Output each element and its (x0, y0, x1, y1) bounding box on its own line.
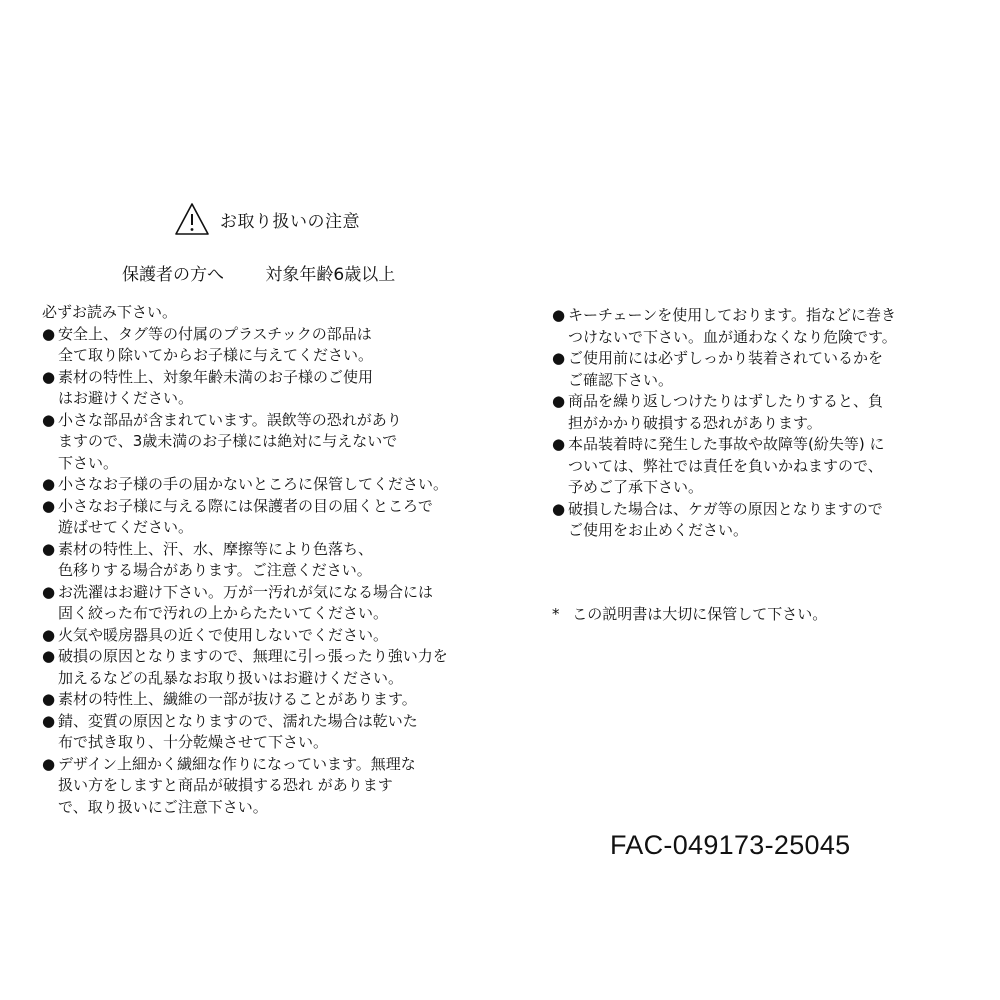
caution-text: はお避けください。 (58, 389, 194, 407)
caution-item (42, 474, 448, 496)
caution-item (42, 582, 448, 625)
caution-line (42, 539, 448, 561)
caution-text: 全て取り除いてからお子様に与えてください。 (58, 346, 374, 364)
caution-line (552, 327, 897, 349)
intro-text: 必ずお読み下さい。 (42, 303, 178, 321)
bullet-mark: ● (42, 711, 56, 730)
caution-text: ますので、3歳未満のお子様には絶対に与えないで (58, 432, 398, 450)
caution-line (42, 603, 448, 625)
caution-line (552, 348, 897, 370)
bullet-mark: ● (42, 647, 56, 665)
caution-line (552, 499, 897, 521)
caution-item (42, 410, 448, 475)
left-column (42, 302, 448, 818)
caution-line (42, 732, 448, 754)
caution-line (42, 668, 448, 690)
bullet-mark: ● (42, 410, 56, 429)
caution-item (42, 496, 448, 539)
bullet-mark: ● (552, 306, 566, 324)
audience-label: 保護者の方へ (122, 265, 224, 285)
title-row (174, 202, 360, 236)
caution-text: お洗濯はお避け下さい。万が一汚れが気になる場合には (58, 582, 434, 601)
right-column (552, 305, 897, 542)
caution-line (42, 367, 448, 389)
caution-text: 破損の原因となりますので、無理に引っ張ったり強い力を (58, 647, 448, 665)
caution-text: 安全上、タグ等の付属のプラスチックの部品は (58, 324, 372, 343)
caution-text: 布で拭き取り、十分乾燥させて下さい。 (58, 733, 329, 751)
caution-line (552, 434, 897, 456)
caution-item (552, 348, 897, 391)
caution-line (42, 560, 448, 582)
caution-text: 商品を繰り返しつけたりはずしたりすると、負 (568, 392, 884, 410)
caution-item (42, 367, 448, 410)
bullet-mark: ● (42, 475, 56, 493)
caution-text: キーチェーンを使用しております。指などに巻き (568, 306, 897, 324)
caution-text: 素材の特性上、汗、水、摩擦等により色落ち、 (58, 539, 374, 558)
age-label: 対象年齢6歳以上 (265, 265, 396, 285)
caution-item (42, 689, 448, 711)
caution-text: 本品装着時に発生した事故や故障等(紛失等) に (568, 435, 885, 453)
caution-text: 素材の特性上、対象年齢未満のお子様のご使用 (58, 367, 374, 386)
caution-text: 加えるなどの乱暴なお取り扱いはお避けください。 (58, 668, 404, 687)
caution-text: 固く絞った布で汚れの上からたたいてください。 (58, 604, 389, 622)
caution-text: デザイン上細かく繊細な作りになっています。無理な (58, 754, 416, 773)
caution-text: 小さなお子様の手の届かないところに保管してください。 (58, 475, 449, 493)
caution-line (552, 456, 897, 478)
caution-text: 小さな部品が含まれています。誤飲等の恐れがあり (58, 410, 402, 429)
caution-item (552, 391, 897, 434)
caution-line (42, 410, 448, 432)
caution-item (42, 625, 448, 647)
caution-text: 下さい。 (58, 453, 119, 472)
bullet-mark: ● (42, 582, 56, 601)
subtitle (122, 260, 395, 285)
caution-item (552, 499, 897, 542)
bullet-mark: ● (552, 499, 566, 518)
caution-text: 小さなお子様に与える際には保護者の目の届くところで (58, 496, 433, 515)
caution-line (552, 520, 897, 542)
caution-text: 錆、変質の原因となりますので、濡れた場合は乾いた (58, 711, 418, 730)
caution-line (42, 474, 448, 496)
caution-text: ご使用前には必ずしっかり装着されているかを (568, 349, 884, 367)
caution-text: 素材の特性上、繊維の一部が抜けることがあります。 (58, 690, 417, 708)
bullet-mark: ● (42, 496, 56, 515)
note-mark: * (552, 605, 560, 623)
caution-item (42, 646, 448, 689)
caution-text: 扱い方をしますと商品が破損する恐れ があります (58, 776, 393, 794)
caution-item (552, 434, 897, 499)
caution-line (42, 646, 448, 668)
left-caution-list (42, 324, 448, 819)
caution-item (42, 324, 448, 367)
bullet-mark: ● (42, 539, 56, 558)
note-text: この説明書は大切に保管して下さい。 (572, 605, 828, 623)
caution-text: ついては、弊社では責任を負いかねますので、 (568, 456, 883, 475)
caution-item (42, 754, 448, 819)
warning-triangle-icon (174, 202, 210, 236)
bullet-mark: ● (42, 367, 56, 386)
page-title: お取り扱いの注意 (220, 211, 360, 232)
caution-line (552, 477, 897, 499)
bullet-mark: ● (552, 435, 566, 453)
caution-line (42, 517, 448, 539)
caution-text: 破損した場合は、ケガ等の原因となりますので (568, 499, 883, 518)
caution-line (552, 391, 897, 413)
bullet-mark: ● (42, 754, 56, 773)
caution-text: 色移りする場合があります。ご注意ください。 (58, 561, 372, 579)
caution-line (42, 689, 448, 711)
caution-text: で、取り扱いにご注意下さい。 (58, 797, 268, 816)
product-code: FAC-049173-25045 (610, 830, 851, 860)
caution-line (42, 797, 448, 819)
caution-text: ご確認下さい。 (568, 370, 674, 389)
caution-item (552, 305, 897, 348)
bullet-mark: ● (42, 690, 56, 708)
caution-text: つけないで下さい。血が通わなくなり危険です。 (568, 327, 897, 346)
caution-line (552, 305, 897, 327)
caution-line (42, 453, 448, 475)
bullet-mark: ● (552, 349, 566, 367)
caution-line (42, 582, 448, 604)
caution-line (42, 775, 448, 797)
caution-item (42, 539, 448, 582)
bullet-mark: ● (42, 625, 56, 644)
caution-line (42, 496, 448, 518)
bullet-mark: ● (552, 392, 566, 410)
caution-text: ご使用をお止めください。 (568, 521, 749, 539)
caution-text: 遊ばせてください。 (58, 518, 194, 536)
caution-line (552, 370, 897, 392)
storage-note (552, 603, 827, 624)
caution-line (42, 754, 448, 776)
caution-line (42, 625, 448, 647)
caution-text: 担がかかり破損する恐れがあります。 (568, 413, 822, 432)
caution-line (42, 324, 448, 346)
caution-text: 予めご了承下さい。 (568, 478, 704, 496)
caution-line (42, 345, 448, 367)
caution-line (42, 388, 448, 410)
caution-line (42, 431, 448, 453)
caution-line (552, 413, 897, 435)
right-caution-list (552, 305, 897, 542)
caution-text: 火気や暖房器具の近くで使用しないでください。 (58, 625, 389, 644)
caution-line (42, 711, 448, 733)
caution-item (42, 711, 448, 754)
bullet-mark: ● (42, 324, 56, 343)
